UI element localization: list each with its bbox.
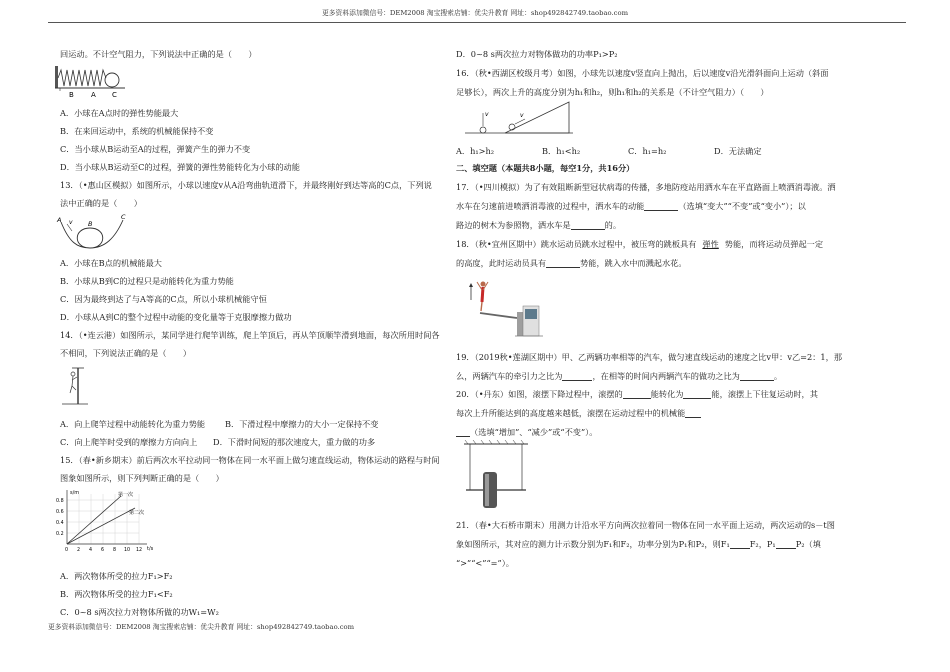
- q15-ytick-08: 0.8: [56, 499, 64, 504]
- q13-option-a: A．小球在B点的机械能最大: [60, 258, 162, 268]
- q15-ytick-02: 0.2: [56, 532, 64, 537]
- q19-line1: 19．（2019秋•莲湖区期中）甲、乙两辆功率相等的汽车，做匀速直线运动的速度之比v甲：v乙=2：1，那: [456, 352, 843, 362]
- q21-blank-1[interactable]: [730, 540, 750, 549]
- q12-option-d: D．当小球从B运动至C的过程，弹簧的弹性势能转化为小球的动能: [60, 162, 300, 172]
- q15-ytick-06: 0.6: [56, 510, 64, 515]
- q15-xtick-2: 2: [77, 548, 81, 553]
- q12-label-c: C: [112, 91, 117, 99]
- q14-option-a: A．向上爬竿过程中动能转化为重力势能: [60, 419, 206, 429]
- q13-label-b: B: [88, 220, 93, 228]
- q16-slope-figure: [465, 100, 575, 138]
- q20-blank-3a[interactable]: [685, 409, 701, 418]
- q13-stem-line1: 13．（•惠山区模拟）如图所示，小球以速度v从A沿弯曲轨道滑下，并最终刚好到达等高的C点，下列说: [60, 180, 432, 190]
- q15-option-c: C．0~8 s两次拉力对物体所做的功W₁=W₂: [60, 607, 219, 617]
- q20-text-b: 能转化为: [650, 389, 684, 399]
- q17-blank-2[interactable]: [571, 221, 605, 230]
- q17-text-d: 的。: [604, 220, 622, 230]
- q15-option-d: D．0~8 s两次拉力对物体做功的功率P₁>P₂: [456, 49, 618, 59]
- q15-stem-line2: 图象如图所示，则下列判断正确的是（ ）: [60, 473, 224, 483]
- q20-line1: [456, 390, 818, 399]
- q16-stem-line1: 16．（秋•西湖区校级月考）如图，小球先以速度v竖直向上抛出，后以速度v沿光滑斜面向上运动（斜面: [456, 68, 829, 78]
- q12-stem: 回运动。不计空气阻力，下列说法中正确的是（ ）: [60, 49, 257, 59]
- q15-legend-second: 第二次: [129, 510, 145, 516]
- q20-blank-3b[interactable]: [456, 428, 470, 437]
- q19-text-a: 么，两辆汽车的牵引力之比为: [456, 371, 563, 381]
- q15-xtick-6: 6: [101, 548, 105, 553]
- q13-label-v: v: [69, 219, 73, 226]
- q12-option-c: C．当小球从B运动至A的过程，弹簧产生的弹力不变: [60, 144, 251, 154]
- q21-line3: “>”“<”“=”）。: [456, 558, 514, 568]
- q18-text-a: 18．（秋•宜州区期中）跳水运动员跳水过程中，被压弯的跳板具有: [456, 239, 697, 249]
- q18-answer: 弹性: [702, 239, 719, 249]
- q21-line1: 21．（春•大石桥市期末）用测力计沿水平方向两次拉着同一物体在同一水平面上运动，两次运动的s－t图: [456, 520, 835, 530]
- q15-xtick-10: 10: [124, 548, 131, 553]
- q15-xtick-8: 8: [113, 548, 117, 553]
- q15-stem-line1: 15．（春•新乡期末）前后两次水平拉动同一物体在同一水平面上做匀速直线运动，物体运动的路程与时间: [60, 455, 440, 465]
- q15-option-a: A．两次物体所受的拉力F₁>F₂: [60, 571, 173, 581]
- q14-stem-line2: 不相同，下列说法正确的是（ ）: [60, 348, 192, 358]
- q21-line2: [456, 540, 821, 549]
- q13-option-b: B．小球从B到C的过程只是动能转化为重力势能: [60, 276, 234, 286]
- q18-line2: [456, 259, 687, 268]
- q15-ylabel: s/m: [70, 490, 80, 496]
- q16-label-v1: v: [485, 111, 489, 118]
- q12-spring-figure: [55, 64, 135, 98]
- q19-blank-2[interactable]: [740, 372, 774, 381]
- q21-text-a: 象如图所示，其对应的测力计示数分别为F₁和F₂，功率分别为P₁和P₂，则F₁: [456, 539, 730, 549]
- q14-option-b: B．下滑过程中摩擦力的大小一定保持不变: [225, 419, 379, 429]
- q19-text-b: ，在相等的时间内两辆汽车的做功之比为: [592, 371, 740, 381]
- q15-option-b: B．两次物体所受的拉力F₁<F₂: [60, 589, 173, 599]
- q13-stem-line2: 法中正确的是（ ）: [60, 198, 142, 208]
- q20-blank-1[interactable]: [623, 390, 651, 399]
- q15-xtick-12: 12: [136, 548, 143, 553]
- q19-text-c: 。: [773, 371, 783, 381]
- q12-label-b: B: [69, 91, 74, 99]
- page-footer: 更多资料添加微信号：DEM2008 淘宝搜索店铺：优尖升教育 网址：shop492842749.taobao.com: [48, 623, 355, 631]
- q20-text-a: 20．（•丹东）如图，滚摆下降过程中，滚摆的: [456, 389, 623, 399]
- q16-option-a: A．h₁>h₂: [456, 146, 495, 156]
- q18-text-d: 势能，跳入水中而溅起水花。: [580, 258, 687, 268]
- q15-ytick-04: 0.4: [56, 521, 64, 526]
- q14-pole-figure: [60, 366, 90, 408]
- q13-label-a: A: [57, 216, 62, 224]
- q18-diver-figure: [465, 278, 545, 338]
- q14-option-d: D．下滑时间短的那次速度大，重力做的功多: [213, 437, 376, 447]
- q12-option-b: B．在来回运动中，系统的机械能保持不变: [60, 126, 214, 136]
- q17-text-b: （选填“变大”“不变”或“变小”）；以: [678, 201, 806, 211]
- q13-option-c: C．因为最终到达了与A等高的C点，所以小球机械能守恒: [60, 294, 267, 304]
- q16-stem-line2: 足够长），两次上升的高度分别为h₁和h₂，则h₁和h₂的关系是（不计空气阻力）（ ）: [456, 87, 769, 97]
- q18-blank[interactable]: [546, 259, 580, 268]
- q18-text-c: 的高度，此时运动员具有: [456, 258, 547, 268]
- q15-legend-first: 第一次: [118, 492, 134, 498]
- q18-line1: [456, 240, 823, 249]
- q14-option-c: C．向上爬竿时受到的摩擦力方向向上: [60, 437, 198, 447]
- q20-blank-2[interactable]: [683, 390, 711, 399]
- page-header: 更多资料添加微信号：DEM2008 淘宝搜索店铺：优尖升教育 网址：shop492842749.taobao.com: [321, 9, 629, 17]
- q13-option-d: D．小球从A到C的整个过程中动能的变化量等于克服摩擦力做功: [60, 312, 292, 322]
- q21-text-b: F₂，P₁: [749, 539, 776, 549]
- q13-label-c: C: [121, 213, 126, 221]
- q19-blank-1[interactable]: [562, 372, 592, 381]
- q18-text-b: 势能，而将运动员弹起一定: [724, 239, 824, 249]
- q15-xtick-0: 0: [65, 548, 69, 553]
- q20-text-d: 每次上升所能达到的高度越来越低，滚摆在运动过程中的机械能: [456, 408, 686, 418]
- q17-line1: 17．（•四川模拟）为了有效阻断新型冠状病毒的传播，多地防疫站用洒水车在平直路面上喷洒消毒液。洒: [456, 182, 836, 192]
- q16-option-d: D．无法确定: [714, 146, 762, 156]
- q15-st-chart: [55, 488, 155, 558]
- q12-option-a: A．小球在A点时的弹性势能最大: [60, 108, 179, 118]
- q21-text-c: P₂（填: [795, 539, 821, 549]
- header-divider: [48, 22, 906, 23]
- q21-blank-2[interactable]: [776, 540, 796, 549]
- q17-line3: [456, 221, 621, 230]
- q17-text-c: 路边的树木为参照物，洒水车是: [456, 220, 571, 230]
- q15-xlabel: t/s: [147, 546, 154, 552]
- q20-text-e: （选填“增加”、“减少”或“不变”）。: [470, 427, 598, 437]
- q16-option-c: C．h₁=h₂: [628, 146, 667, 156]
- q19-line2: [456, 372, 782, 381]
- q14-stem-line1: 14．（•连云港）如图所示，某同学进行爬竿训练，爬上竿顶后，再从竿顶顺竿滑到地面，每次所用时间各: [60, 330, 440, 340]
- q17-line2: [456, 202, 806, 211]
- q16-option-b: B．h₁<h₂: [542, 146, 581, 156]
- q16-label-v2: v: [520, 112, 524, 119]
- section-fill-in-title: 二、填空题（本题共8小题，每空1分，共16分）: [456, 163, 635, 173]
- q12-label-a: A: [91, 91, 96, 99]
- q15-xtick-4: 4: [89, 548, 93, 553]
- q20-line3: [456, 428, 597, 437]
- q17-blank-1[interactable]: [644, 202, 678, 211]
- q13-track-figure: [55, 214, 130, 254]
- q20-maxwell-wheel-figure: [462, 442, 532, 514]
- q20-line2: [456, 409, 701, 418]
- q17-text-a: 水车在匀速前进喷洒消毒液的过程中，洒水车的动能: [456, 201, 645, 211]
- q20-text-c: 能，滚摆上下往复运动时，其: [711, 389, 818, 399]
